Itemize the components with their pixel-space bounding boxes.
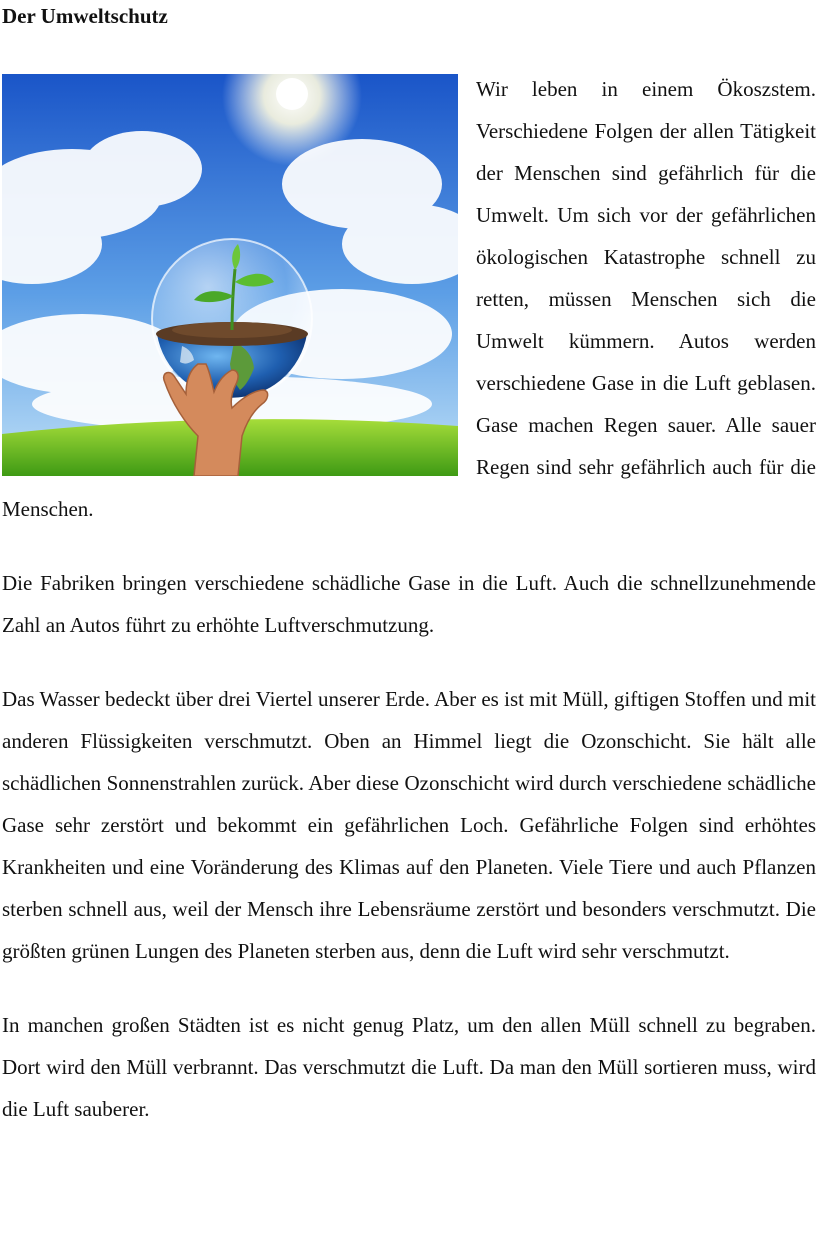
- paragraph-2: Die Fabriken bringen verschiedene schädliche Gase in die Luft. Auch die schnellzunehmende Zahl an Autos führt zu erhöhte Luftverschmutzung.: [2, 571, 816, 637]
- paragraph-3: Das Wasser bedeckt über drei Viertel unserer Erde. Aber es ist mit Müll, giftigen Stoffen und mit anderen Flüssigkeiten verschmutzt. Oben an Himmel liegt die Ozonschicht. Sie hält alle schädlichen Sonnenstrahlen zurück. Aber diese Ozonschicht wird durch verschiedene schädliche Gase sehr zerstört und bekommt ein gefährlichen Loch. Gefährliche Folgen sind erhöhtes Krankheiten und eine Voränderung des Klimas auf den Planeten. Viele Tiere und auch Pflanzen sterben schnell aus, weil der Mensch ihre Lebensräume zerstört und besonders verschmutzt. Die größten grünen Lungen des Planeten sterben aus, denn die Luft wird sehr verschmutzt.: [2, 687, 816, 963]
- document-title: Der Umweltschutz: [2, 4, 168, 28]
- paragraph-4: In manchen großen Städten ist es nicht genug Platz, um den allen Müll schnell zu begraben. Dort wird den Müll verbrannt. Das verschmutzt die Luft. Da man den Müll sortieren muss, wird die Luft sauberer.: [2, 1013, 816, 1121]
- document-body: [2, 68, 816, 1162]
- paragraph-1: [2, 68, 816, 530]
- environment-illustration: [2, 74, 458, 476]
- paragraph-1-text: Wir leben in einem Ökoszstem. Verschiedene Folgen der allen Tätigkeit der Menschen sind gefährlich für die Umwelt. Um sich vor der gefährlichen ökologischen Katastrophe schnell zu retten, müssen Menschen sich die Umwelt kümmern. Autos werden verschiedene Gase in die Luft geblasen. Gase machen Regen sauer. Alle sauer Regen sind sehr gefährlich auch für die Menschen.: [2, 77, 816, 521]
